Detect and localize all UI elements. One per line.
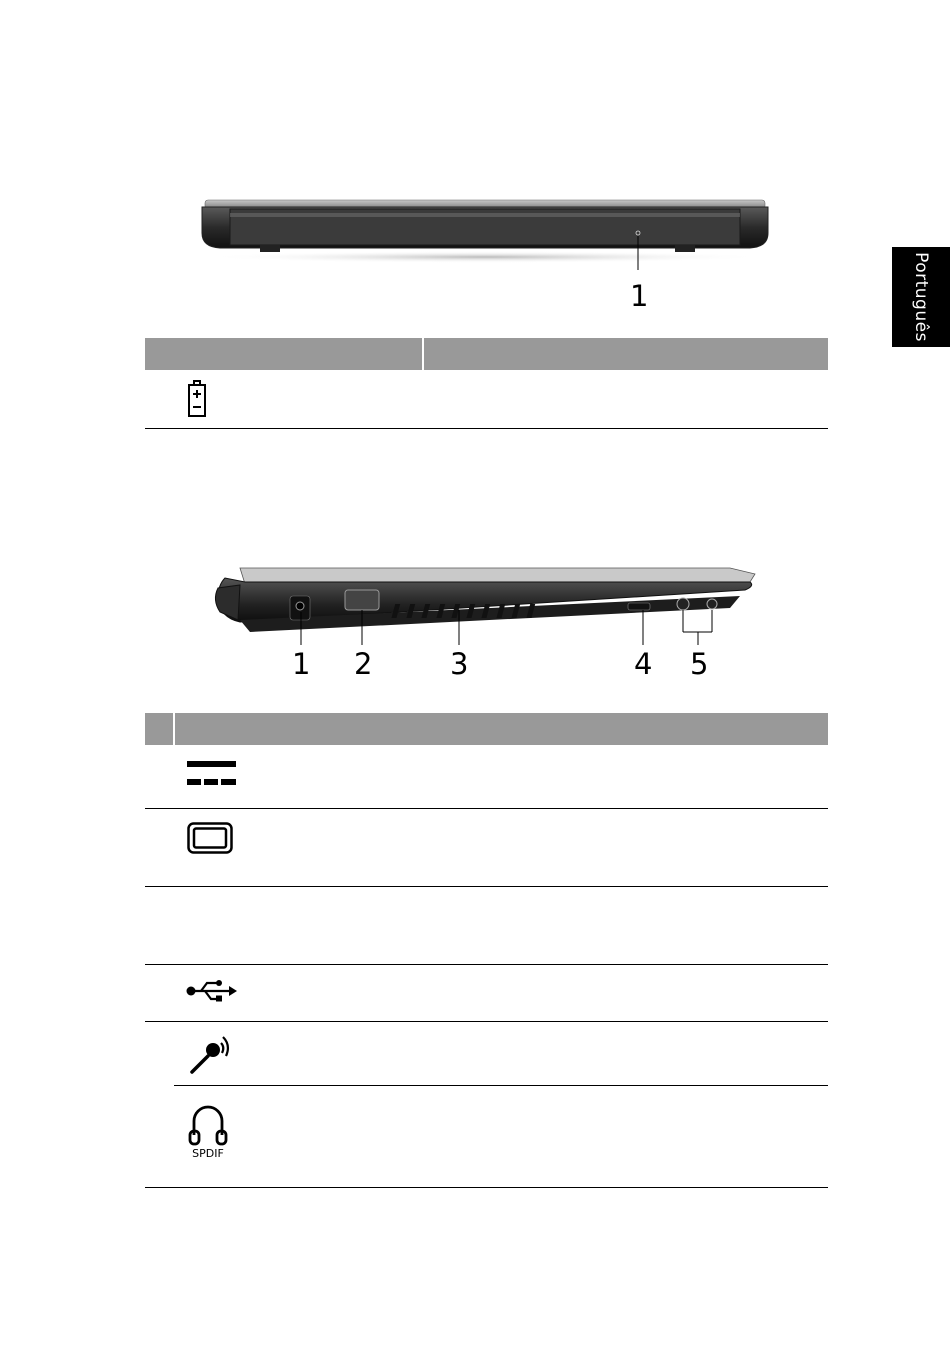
- rear-view-photo: [200, 195, 770, 270]
- microphone-icon: [189, 1033, 231, 1080]
- left-view-table: [145, 713, 828, 1189]
- left-callout-4: 4: [634, 647, 653, 681]
- usb-icon: [185, 979, 237, 1008]
- left-callout-3: 3: [450, 647, 469, 681]
- left-callout-2: 2: [354, 647, 373, 681]
- rear-callout-1: 1: [630, 279, 649, 313]
- rear-view-table: [145, 338, 828, 430]
- language-tab-label: Português: [911, 252, 931, 342]
- left-callout-1: 1: [292, 647, 311, 681]
- table-header: [145, 713, 828, 745]
- headphones-spdif-icon: [187, 1101, 229, 1164]
- left-view-photo: [210, 560, 760, 645]
- spdif-text: SPDIF: [192, 1147, 224, 1159]
- left-callout-5: 5: [690, 647, 709, 681]
- battery-icon: [187, 380, 207, 423]
- table-header: [145, 338, 828, 370]
- language-tab: [892, 247, 950, 347]
- dc-in-icon: [187, 761, 237, 792]
- external-display-icon: [187, 822, 233, 859]
